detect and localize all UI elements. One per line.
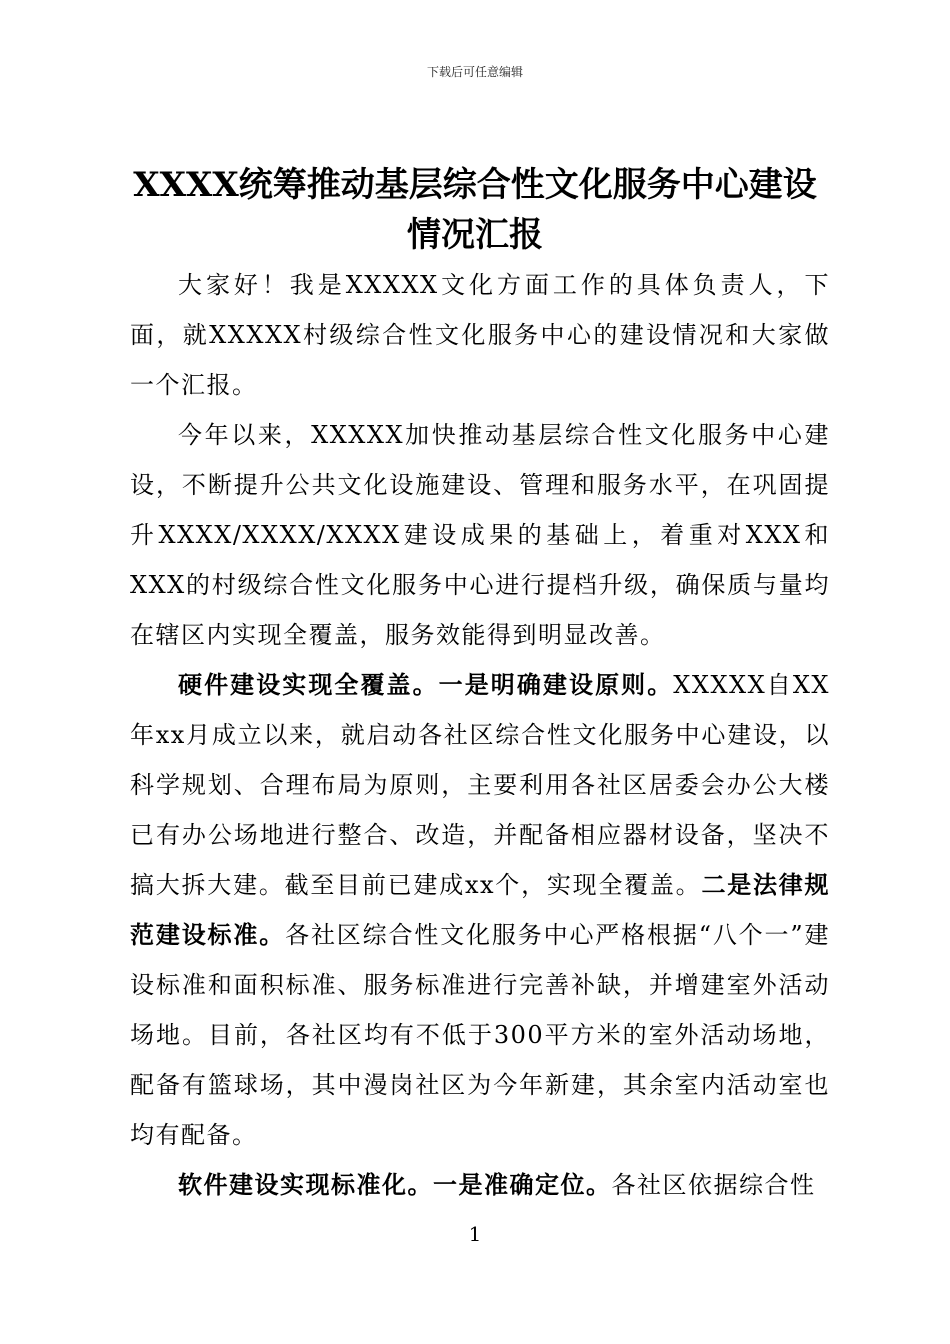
- paragraph-software: [130, 1160, 830, 1210]
- point-title-standard: 二是法律规范建设标准。: [130, 870, 831, 949]
- paragraph-overview: 今年以来，XXXXX加快推动基层综合性文化服务中心建设，不断提升公共文化设施建设、管理和服务水平，在巩固提升XXXX/XXXX/XXXX建设成果的基础上，着重对XXX和XXX的村级综合性文化服务中心进行提档升级，确保质与量均在辖区内实现全覆盖，服务效能得到明显改善。: [130, 421, 830, 649]
- point-title-positioning: 一是准确定位。: [433, 1170, 612, 1199]
- document-title: [110, 160, 840, 260]
- page-number: 1: [468, 1222, 482, 1246]
- point-title-principle: 一是明确建设原则。: [438, 670, 674, 699]
- document-title-line-1: XXXX统筹推动基层综合性文化服务中心建设: [133, 165, 817, 205]
- point-text-positioning: 各社区依据综合性: [611, 1171, 816, 1199]
- section-heading-hardware: 硬件建设实现全覆盖。: [178, 670, 439, 699]
- document-title-line-2: 情况汇报: [407, 215, 543, 255]
- point-text-standard: 各社区综合性文化服务中心严格根据“八个一”建设标准和面积标准、服务标准进行完善补缺，并增建室外活动场地。目前，各社区均有不低于300平方米的室外活动场地，配备有篮球场，其中漫岗社区为今年新建，其余室内活动室也均有配备。: [130, 921, 830, 1149]
- document-body: [130, 260, 830, 1210]
- paragraph-hardware: [130, 660, 830, 1160]
- page-header-note: 下载后可任意编辑: [426, 65, 523, 79]
- point-text-principle: XXXXX自XX年xx月成立以来，就启动各社区综合性文化服务中心建设，以科学规划、合理布局为原则，主要利用各社区居委会办公大楼已有办公场地进行整合、改造，并配备相应器材设备，坚决不搞大拆大建。截至目前已建成xx个，实现全覆盖。: [130, 671, 831, 899]
- paragraph-greeting: 大家好！我是XXXXX文化方面工作的具体负责人，下面，就XXXXX村级综合性文化服务中心的建设情况和大家做一个汇报。: [130, 271, 830, 399]
- section-heading-software: 软件建设实现标准化。: [178, 1170, 433, 1199]
